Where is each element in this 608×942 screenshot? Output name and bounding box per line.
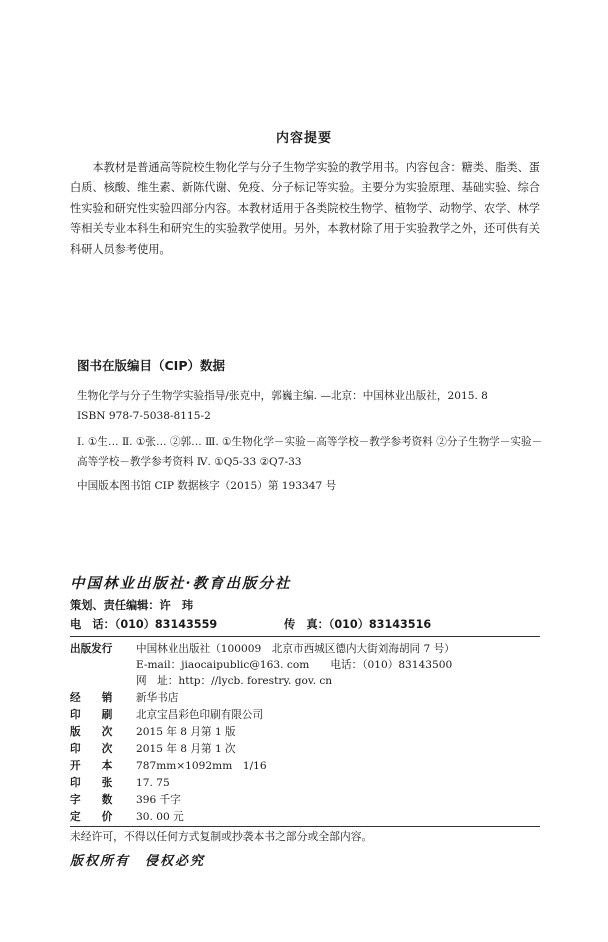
- publication-info: [70, 640, 540, 823]
- info-value: E-mail：jiaocaipublic@163. com 电话：（010）83143500: [136, 659, 453, 671]
- info-label: 开 本: [70, 760, 113, 772]
- cip-line-classification: Ⅰ. ①生… Ⅱ. ①张… ②郭… Ⅲ. ①生物化学－实验－高等学校－教学参考资料 ②分子生物学－实验－高等学校－教学参考资料 Ⅳ. ①Q5-33 ②Q7-33: [77, 436, 543, 468]
- info-label: 印 次: [70, 743, 113, 755]
- cip-line-isbn: ISBN 978-7-5038-8115-2: [77, 410, 211, 422]
- info-value: 2015 年 8 月第 1 次: [136, 743, 236, 755]
- fax-number: 传 真：（010）83143516: [284, 618, 432, 631]
- summary-title: 内容提要: [275, 131, 332, 146]
- info-value: 北京宝昌彩色印刷有限公司: [136, 709, 264, 721]
- info-value: 2015 年 8 月第 1 版: [136, 726, 236, 738]
- summary-body: [70, 158, 540, 260]
- info-value: 网 址：http：//lycb. forestry. gov. cn: [136, 675, 333, 687]
- publisher-name: 中国林业出版社·教育出版分社: [70, 575, 292, 592]
- info-value: 30. 00 元: [136, 811, 184, 823]
- editor-line: 策划、责任编辑：许 玮: [70, 599, 194, 612]
- copy-notice: 未经许可，不得以任何方式复制或抄袭本书之部分或全部内容。: [70, 830, 373, 843]
- divider-top: [70, 636, 540, 637]
- cip-line-title: 生物化学与分子生物学实验指导/张克中，郭巍主编. —北京：中国林业出版社，2015. 8: [77, 390, 488, 402]
- info-label: 定 价: [70, 811, 113, 823]
- cip-line-number: 中国版本图书馆 CIP 数据核字（2015）第 193347 号: [77, 480, 337, 492]
- info-value: 中国林业出版社（100009 北京市西城区德内大街刘海胡同 7 号）: [136, 643, 455, 655]
- info-value: 新华书店: [136, 692, 179, 704]
- phone-number: 电 话：（010）83143559: [70, 618, 218, 631]
- info-label: 出版发行: [70, 643, 113, 655]
- contact-line: [70, 616, 540, 632]
- rights-reserved: 版权所有 侵权必究: [70, 854, 206, 869]
- info-label: 版 次: [70, 726, 113, 738]
- info-label: 字 数: [70, 794, 113, 806]
- info-value: 787mm×1092mm 1/16: [136, 760, 267, 772]
- info-value: 396 千字: [136, 794, 181, 806]
- info-value: 17. 75: [136, 777, 170, 789]
- cip-heading: 图书在版编目（CIP）数据: [77, 358, 225, 373]
- divider-bottom: [70, 826, 540, 827]
- summary-paragraph: 本教材是普通高等院校生物化学与分子生物学实验的教学用书。内容包含：糖类、脂类、蛋白质、核酸、维生素、新陈代谢、免疫、分子标记等实验。主要分为实验原理、基础实验、综合性实验和研究性实验四部分内容。本教材适用于各类院校生物学、植物学、动物学、农学、林学等相关专业本科生和研究生的实验教学使用。另外，本教材除了用于实验教学之外，还可供有关科研人员参考使用。: [70, 161, 540, 256]
- info-label: 经 销: [70, 692, 113, 704]
- info-label: 印 刷: [70, 709, 113, 721]
- info-label: 印 张: [70, 777, 113, 789]
